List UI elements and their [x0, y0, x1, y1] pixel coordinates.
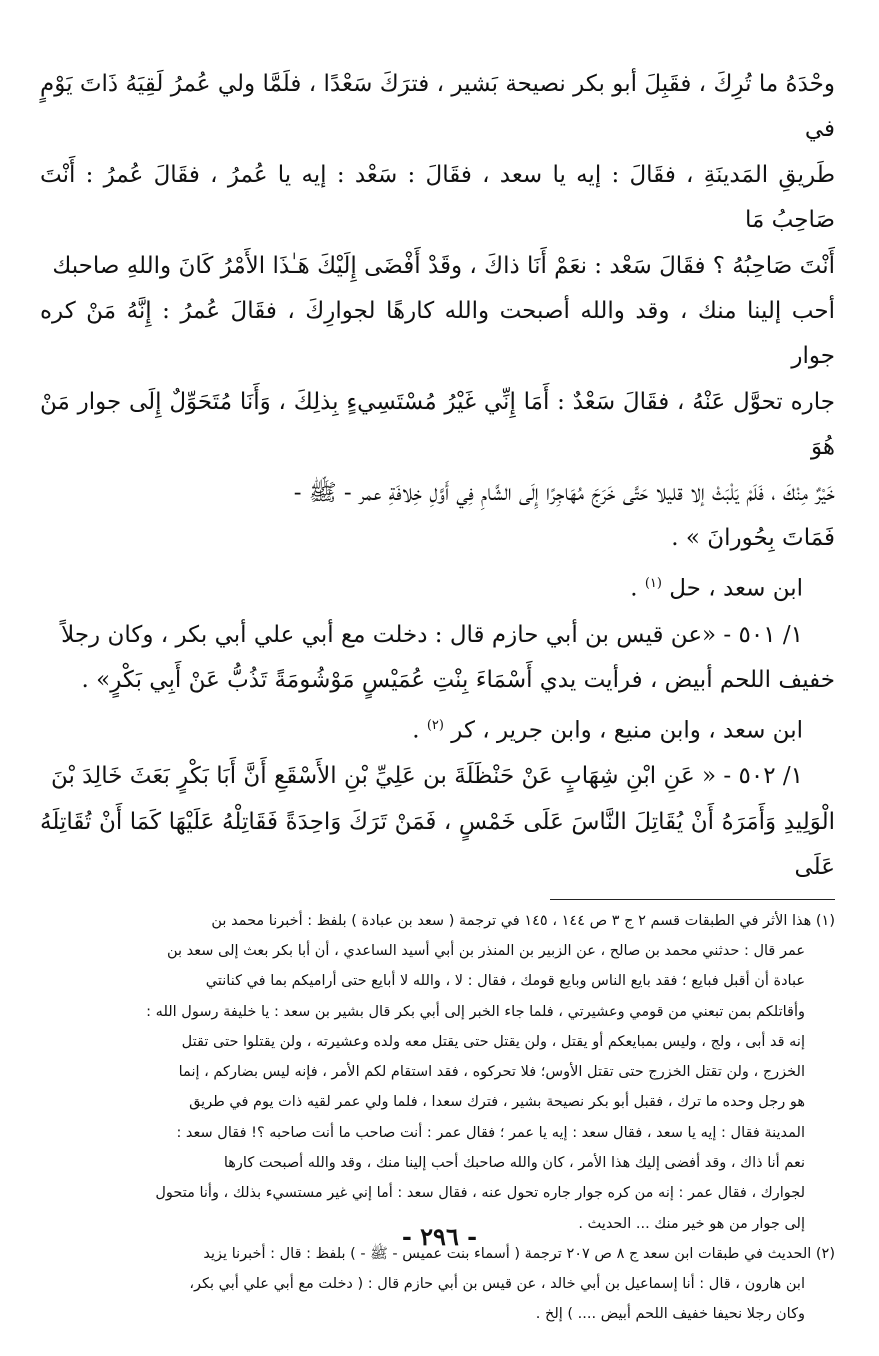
text-line: أحب إلينا منك ، وقد والله أصبحت والله كارهًا لجوارِكَ ، فقَالَ عُمرُ : إِنَّهُ مَنْ كره جوار: [40, 298, 835, 370]
footnote-ref[interactable]: (١): [644, 576, 662, 592]
footnote-1-line: المدينة فقال : إيه يا سعد ، فقال سعد : إيه يا عمر ؛ فقال عمر : أنت صاحب ما أنت صاحبه ؟! فقال سعد :: [176, 1124, 805, 1141]
hadith-entry-502: ١/ ٥٠٢ - « عَنِ ابْنِ شِهَابٍ عَنْ حَنْظَلَةَ بن عَلِيِّ بْنِ الأَسْقَعِ أَنَّ أَبَا بَكْرٍ بَعَثَ خَالِدَ بْنَ: [50, 763, 803, 790]
footnotes: [40, 906, 835, 1330]
footnote-1-line: إلى جوار من هو خير منك ... الحديث .: [578, 1215, 805, 1232]
source-citation: ابن سعد ، حل $^{(١)}$ .: [630, 576, 803, 603]
text-line: فَمَاتَ بِحُورانَ » .: [671, 525, 835, 552]
page-number: - ٢٩٦ -: [401, 1222, 478, 1251]
text-line: وحْدَهُ ما تُرِكَ ، فقَبِلَ أبو بكر نصيحة بَشير ، فترَكَ سَعْدًا ، فلَمَّا ولي عُمرُ لَقِيَهُ ذَاتَ يَوْمٍ في: [40, 71, 835, 143]
text-line: أَنْتَ صَاحِبُهُ ؟ فقَالَ سَعْد : نعَمْ أَنَا ذاكَ ، وقَدْ أَفْضَى إِلَيْكَ هَـٰذَا الأَمْرُ كَانَ واللهِ صاحبك: [52, 252, 835, 279]
footnote-1-line: الخزرج ، ولن تقتل الخزرج حتى تقتل الأوس؛ فلا تحركوه ، فقد استقام لكم الأمر ، فإنه ليس بضاركم ، إنما: [178, 1064, 805, 1081]
text-line: خفيف اللحم أبيض ، فرأيت يدي أَسْمَاءَ بِنْتِ عُمَيْسٍ مَوْشُومَةً تَذُبُّ عَنْ أَبِي بَكْرٍ» .: [81, 666, 835, 693]
main-text: [40, 62, 835, 891]
text-line: طَريقِ المَدينَةِ ، فقَالَ : إيه يا سعد ، فقَالَ : سَعْد : إيه يا عُمرُ ، فقَالَ عُمرُ : أَنْتَ صَاحِبُ مَا: [40, 161, 835, 234]
footnote-ref[interactable]: (٢): [426, 718, 444, 734]
footnote-1-line: وأقاتلكم بمن تبعني من قومي وعشيرتي ، فلما جاء الخبر إلى أبي بكر قال بشير بن سعد : يا خليفة رسول الله :: [146, 1003, 805, 1020]
footnote-1-line: هو رجل وحده ما ترك ، فقبل أبو بكر نصيحة بشير ، فترك سعدا ، فلما ولي عمر لقيه ذات يوم في طريق: [189, 1094, 805, 1111]
footnote-1-line: إنه قد أبى ، ولج ، وليس بمبايعكم أو يقتل ، ولن يقتل حتى يقتل معه ولده وعشيرته ، ولن يقتلوا حتى تقتل: [181, 1033, 805, 1050]
footnote-1-line: (١) هذا الأثر في الطبقات قسم ٢ ج ٣ ص ١٤٤ ، ١٤٥ في ترجمة ( سعد بن عبادة ) بلفظ : أخبرنا محمد بن: [211, 912, 835, 929]
text-line: الْوَلِيدِ وَأَمَرَهُ أَنْ يُقَاتِلَ النَّاسَ عَلَى خَمْسٍ ، فَمَنْ تَرَكَ وَاحِدَةً فَقَاتِلْهُ عَلَيْهَا كَمَا أَنْ تُقَاتِلَهُ عَلَى: [40, 808, 836, 881]
source-text: ابن سعد ، حل: [669, 576, 803, 603]
footnote-2-line: (٢) الحديث في طبقات ابن سعد ج ٨ ص ٢٠٧ ترجمة ( أسماء بنت عميس - ﷺ - ) بلفظ : قال : أخبرنا يزيد: [203, 1245, 835, 1262]
footnote-1-line: نعم أنا ذاك ، وقد أفضى إليك هذا الأمر ، كان والله صاحبك أحب إلينا منك ، وقد والله أصبحت كارها: [223, 1155, 805, 1171]
footnote-1-line: عبادة أن أقبل فبايع ؛ فقد بايع الناس وبايع قومك ، فقال : لا ، والله لا أبايع حتى أراميكم بما في كنانتي: [205, 973, 805, 990]
source-citation: ابن سعد ، وابن منيع ، وابن جرير ، كر $^{(٢)}$ .: [412, 718, 803, 744]
footnote-2-line: ابن هارون ، قال : أنا إسماعيل بن أبي خالد ، عن قيس بن أبي حازم قال : ( دخلت مع أبي علي أبي بكر،: [189, 1276, 805, 1293]
footnote-2-line: وكان رجلا نحيفا خفيف اللحم أبيض .... ) إلخ .: [535, 1306, 805, 1323]
text-line: خَيْرٌ مِنْكَ ، فَلَمْ يَلْبَثْ إلا قليلا حَتَّى خَرَجَ مُهَاجِرًا إِلَى الشَّامِ فِي أَوَّلِ خِلافَةِ عمر - ﷺ -: [293, 479, 835, 506]
document-page: [40, 62, 835, 1342]
footnote-1-line: لجوارك ، فقال عمر : إنه من كره جوار جاره تحول عنه ، فقال سعد : أما إني غير مستسيء بذلك ، وأنا متحول: [155, 1185, 805, 1202]
text-line: جاره تحوَّل عَنْهُ ، فقَالَ سَعْدٌ : أَمَا إِنِّي غَيْرُ مُسْتَسِيءٍ بِذلِكَ ، وَأَنَا مُتَحَوِّلٌ إِلَى جوار مَنْ هُوَ: [40, 388, 835, 461]
source-text: ابن سعد ، وابن منيع ، وابن جرير ، كر: [451, 718, 803, 744]
footnote-1-line: عمر قال : حدثني محمد بن صالح ، عن الزبير بن المنذر بن أبي أسيد الساعدي ، أن أبا بكر بعث إلى سعد بن: [166, 942, 805, 959]
footnote-divider: [550, 899, 835, 900]
hadith-entry-501: ١/ ٥٠١ - «عن قيس بن أبي حازم قال : دخلت مع أبي علي أبي بكر ، وكان رجلاً: [61, 621, 803, 648]
